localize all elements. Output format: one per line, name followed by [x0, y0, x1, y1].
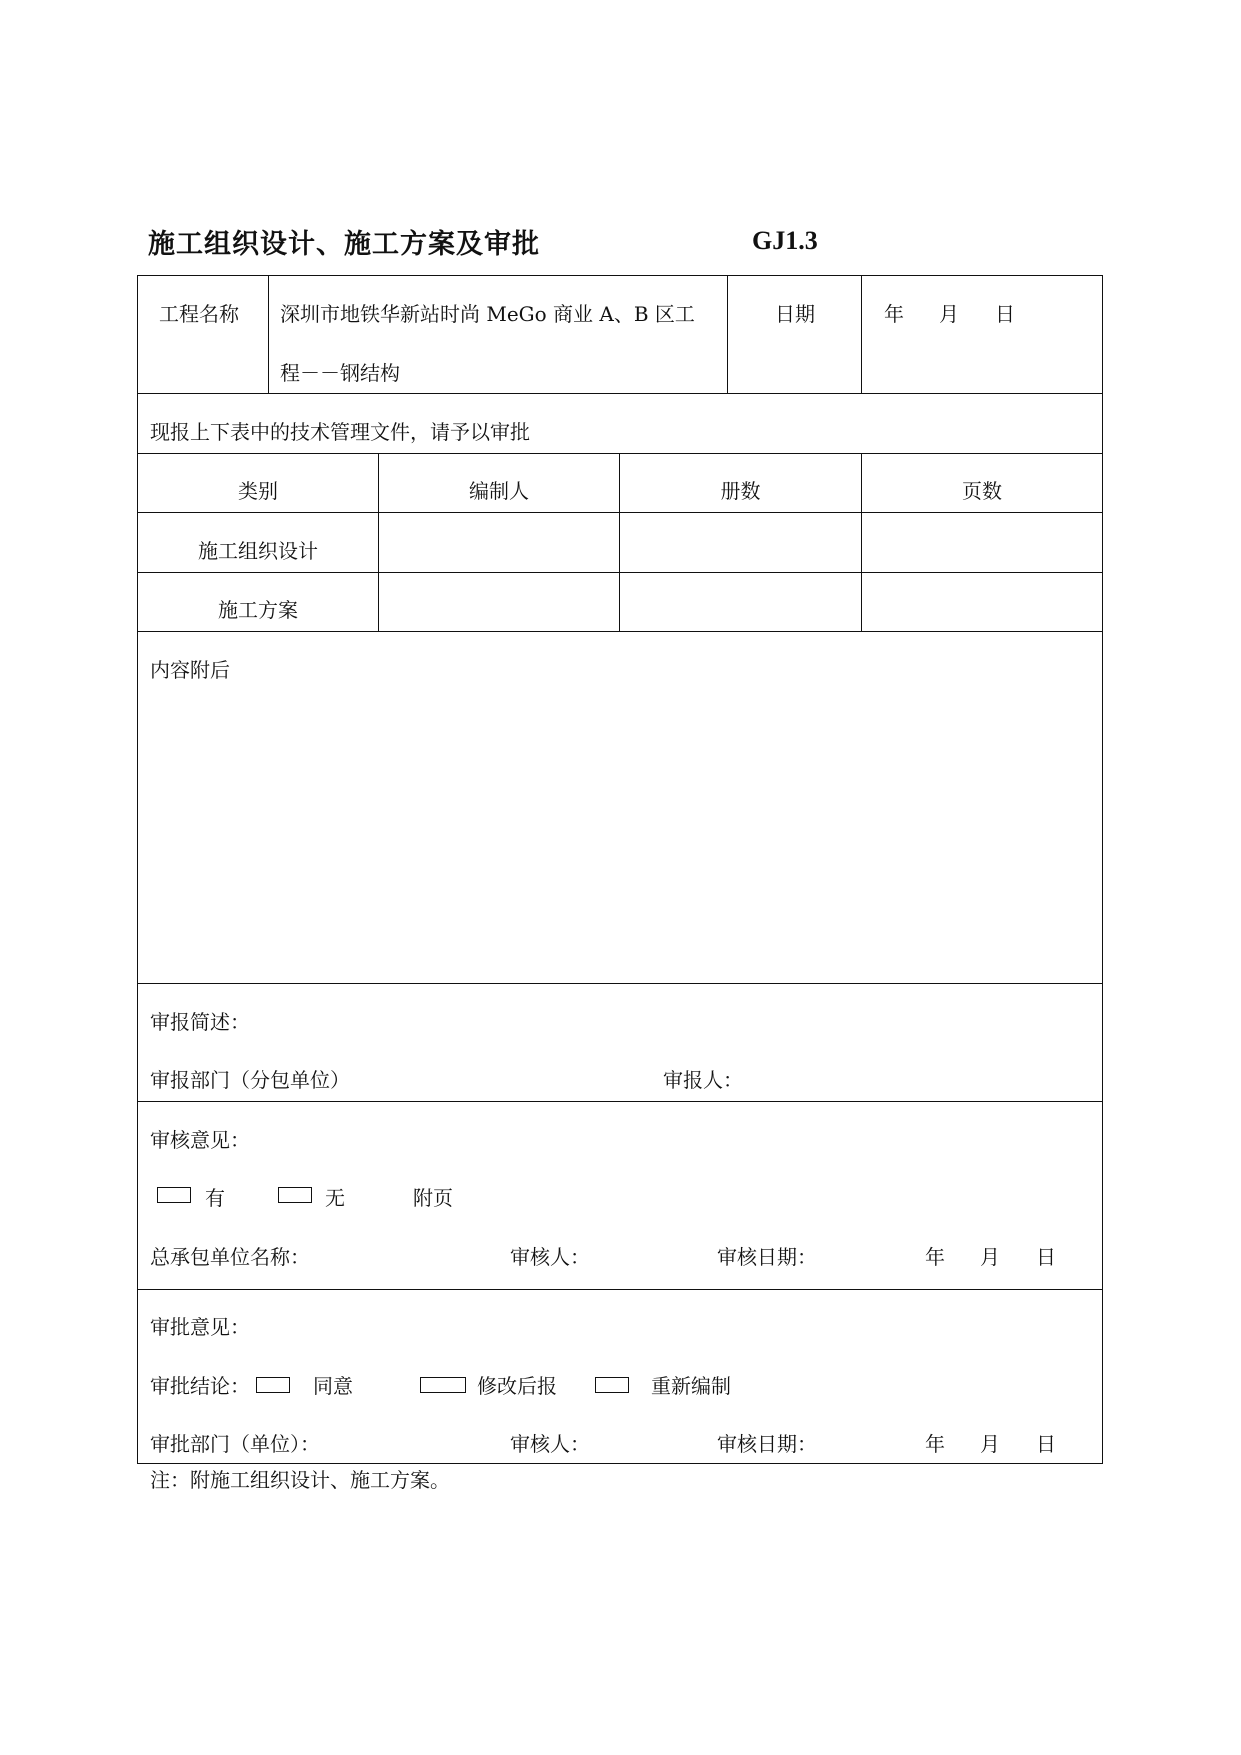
date-label: 日期	[775, 302, 815, 326]
approval-date-day[interactable]: 日	[1036, 1432, 1056, 1456]
reviewer-label: 审核人：	[510, 1245, 590, 1269]
project-name-line1: 深圳市地铁华新站时尚 MeGo 商业 A、B 区工	[280, 302, 695, 326]
document-title: 施工组织设计、施工方案及审批	[148, 229, 540, 260]
row-category-construction-design: 施工组织设计	[198, 539, 318, 563]
project-name-line2: 程－－钢结构	[280, 361, 400, 385]
review-date-year[interactable]: 年	[925, 1245, 945, 1269]
table-border-right	[1102, 275, 1103, 1464]
review-date-month[interactable]: 月	[980, 1245, 1000, 1269]
submission-dept-label: 审报部门（分包单位）	[150, 1068, 350, 1092]
content-attached-note: 内容附后	[150, 658, 230, 682]
attachment-page-label: 附页	[413, 1186, 453, 1210]
recompile-checkbox[interactable]	[595, 1377, 629, 1393]
revise-resubmit-checkbox[interactable]	[420, 1377, 466, 1393]
intro-text: 现报上下表中的技术管理文件，请予以审批	[150, 420, 530, 444]
review-date-label: 审核日期：	[717, 1245, 817, 1269]
submitter-label: 审报人：	[663, 1068, 743, 1092]
recompile-label: 重新编制	[651, 1374, 731, 1398]
table-rule	[137, 1289, 1103, 1290]
table-border-left	[137, 275, 138, 1464]
table-rule	[268, 275, 269, 394]
approval-date-year[interactable]: 年	[925, 1432, 945, 1456]
approval-opinion-label: 审批意见：	[150, 1315, 250, 1339]
table-rule	[137, 393, 1103, 394]
date-year[interactable]: 年	[884, 302, 904, 326]
review-date-day[interactable]: 日	[1036, 1245, 1056, 1269]
approval-dept-label: 审批部门（单位）：	[150, 1432, 320, 1456]
review-opinion-label: 审核意见：	[150, 1128, 250, 1152]
column-header-category: 类别	[238, 479, 278, 503]
column-header-pages: 页数	[962, 479, 1002, 503]
table-border-bottom	[137, 1463, 1103, 1464]
no-attachment-checkbox[interactable]	[278, 1187, 312, 1203]
footnote: 注：附施工组织设计、施工方案。	[150, 1468, 450, 1492]
date-month[interactable]: 月	[939, 302, 959, 326]
has-attachment-label: 有	[205, 1186, 225, 1210]
date-day[interactable]: 日	[995, 302, 1015, 326]
table-rule	[861, 275, 862, 394]
approval-reviewer-label: 审核人：	[510, 1432, 590, 1456]
has-attachment-checkbox[interactable]	[157, 1187, 191, 1203]
table-rule	[727, 275, 728, 394]
table-rule	[137, 572, 1103, 573]
table-rule	[137, 453, 1103, 454]
table-rule	[137, 631, 1103, 632]
column-header-volumes: 册数	[720, 479, 761, 503]
revise-resubmit-label: 修改后报	[477, 1374, 557, 1398]
row-category-construction-plan: 施工方案	[218, 598, 298, 622]
approval-conclusion-label: 审批结论：	[150, 1374, 250, 1398]
no-attachment-label: 无	[325, 1186, 345, 1210]
column-header-author: 编制人	[469, 479, 529, 503]
submission-summary-label: 审报简述：	[150, 1010, 250, 1034]
approval-date-month[interactable]: 月	[980, 1432, 1000, 1456]
form-code: GJ1.3	[752, 226, 818, 255]
table-rule	[137, 983, 1103, 984]
project-name-label: 工程名称	[159, 302, 239, 326]
agree-label: 同意	[313, 1374, 353, 1398]
table-border-top	[137, 275, 1103, 276]
table-rule	[137, 1101, 1103, 1102]
table-rule	[137, 512, 1103, 513]
general-contractor-label: 总承包单位名称：	[150, 1245, 310, 1269]
approval-date-label: 审核日期：	[717, 1432, 817, 1456]
agree-checkbox[interactable]	[256, 1377, 290, 1393]
